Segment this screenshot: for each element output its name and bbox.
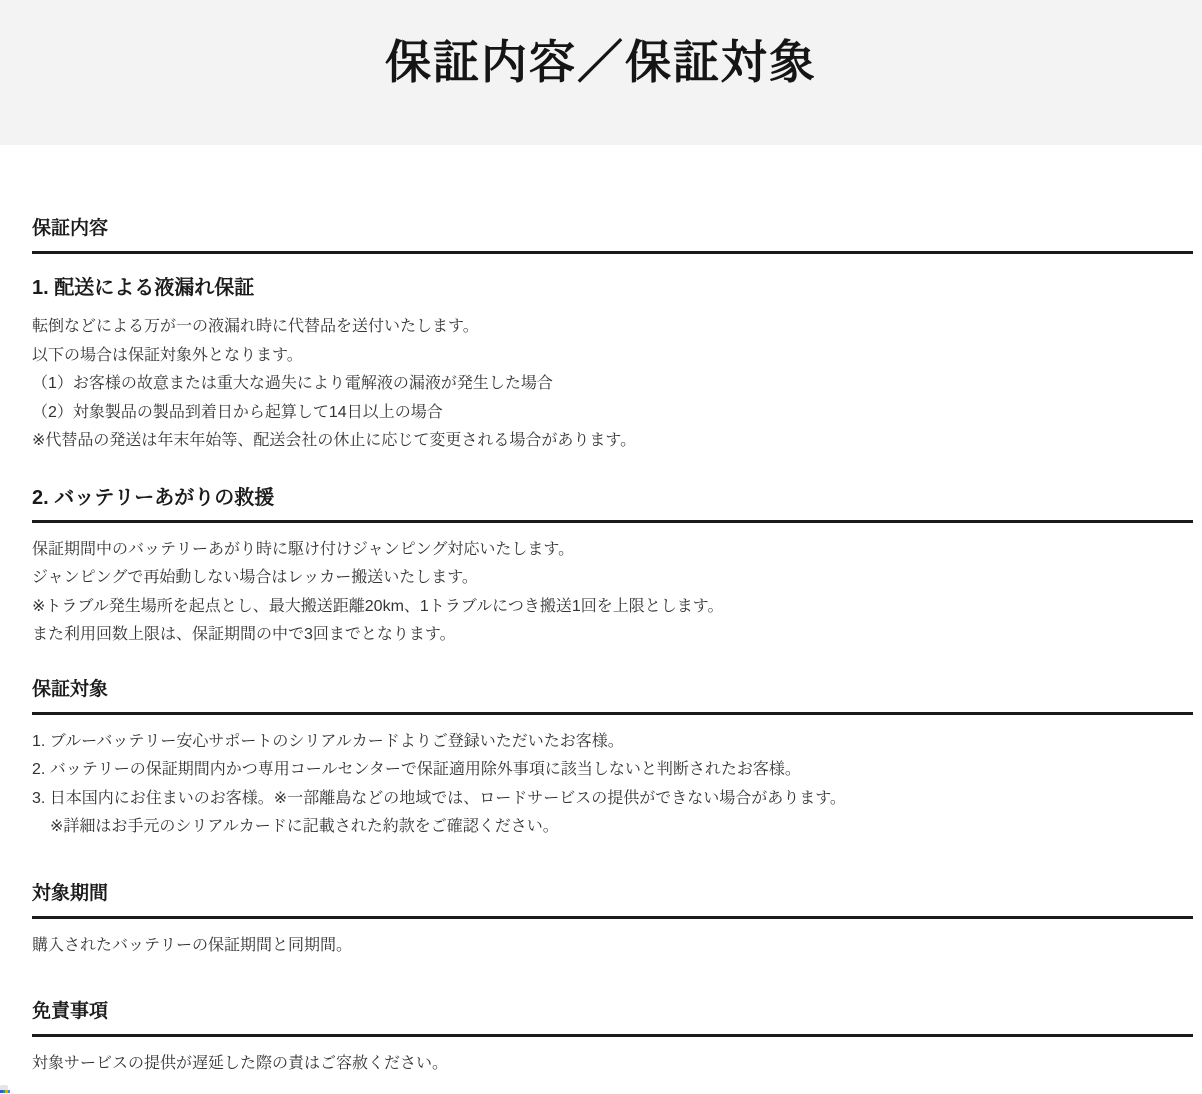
partial-image-artifact bbox=[0, 1085, 10, 1093]
list-item: 3. 日本国内にお住まいのお客様。※一部離島などの地域では、ロードサービスの提供ができない場合があります。 bbox=[32, 789, 846, 807]
section-heading-disclaimer: 免責事項 bbox=[32, 1000, 1193, 1037]
paragraph-line: （2）対象製品の製品到着日から起算して14日以上の場合 bbox=[32, 403, 443, 421]
artifact-color-strip bbox=[0, 1090, 10, 1093]
hero-banner bbox=[0, 0, 1202, 145]
target-period-paragraphs bbox=[32, 932, 1193, 961]
paragraph-line: 保証期間中のバッテリーあがり時に駆け付けジャンピング対応いたします。 bbox=[32, 540, 575, 558]
leak-warranty-paragraphs bbox=[32, 313, 1193, 456]
section-heading-warranty-content: 保証内容 bbox=[32, 217, 1193, 254]
disclaimer-paragraphs bbox=[32, 1050, 1193, 1079]
paragraph-line: ジャンピングで再始動しない場合はレッカー搬送いたします。 bbox=[32, 569, 478, 586]
list-item-note: ※詳細はお手元のシリアルカードに記載された約款をご確認ください。 bbox=[50, 818, 559, 835]
artifact-segment-lightblue bbox=[8, 1090, 11, 1093]
document-body bbox=[32, 145, 1193, 1079]
subsection-heading-battery-rescue: 2. バッテリーあがりの救援 bbox=[32, 486, 1193, 523]
subsection-heading-leak-warranty: 1. 配送による液漏れ保証 bbox=[32, 277, 255, 299]
paragraph-line: ※代替品の発送は年末年始等、配送会社の休止に応じて変更される場合があります。 bbox=[32, 432, 637, 449]
section-heading-warranty-target: 保証対象 bbox=[32, 678, 1193, 715]
paragraph-line: 購入されたバッテリーの保証期間と同期間。 bbox=[32, 936, 353, 954]
section-heading-target-period: 対象期間 bbox=[32, 882, 1193, 919]
list-item: 2. バッテリーの保証期間内かつ専用コールセンターで保証適用除外事項に該当しないと判断されたお客様。 bbox=[32, 761, 801, 778]
paragraph-line: また利用回数上限は、保証期間の中で3回までとなります。 bbox=[32, 626, 456, 643]
warranty-target-list bbox=[32, 728, 1193, 842]
paragraph-line: 対象サービスの提供が遅延した際の責はご容赦ください。 bbox=[32, 1055, 449, 1072]
paragraph-line: 転倒などによる万が一の液漏れ時に代替品を送付いたします。 bbox=[32, 318, 479, 335]
paragraph-line: （1）お客様の故意または重大な過失により電解液の漏液が発生した場合 bbox=[32, 375, 553, 392]
paragraph-line: ※トラブル発生場所を起点とし、最大搬送距離20km、1トラブルにつき搬送1回を上限とします。 bbox=[32, 597, 724, 615]
battery-rescue-paragraphs bbox=[32, 536, 1193, 650]
paragraph-line: 以下の場合は保証対象外となります。 bbox=[32, 346, 303, 364]
list-item: 1. ブルーバッテリー安心サポートのシリアルカードよりご登録いただいたお客様。 bbox=[32, 732, 624, 750]
page-title: 保証内容／保証対象 bbox=[385, 35, 817, 88]
